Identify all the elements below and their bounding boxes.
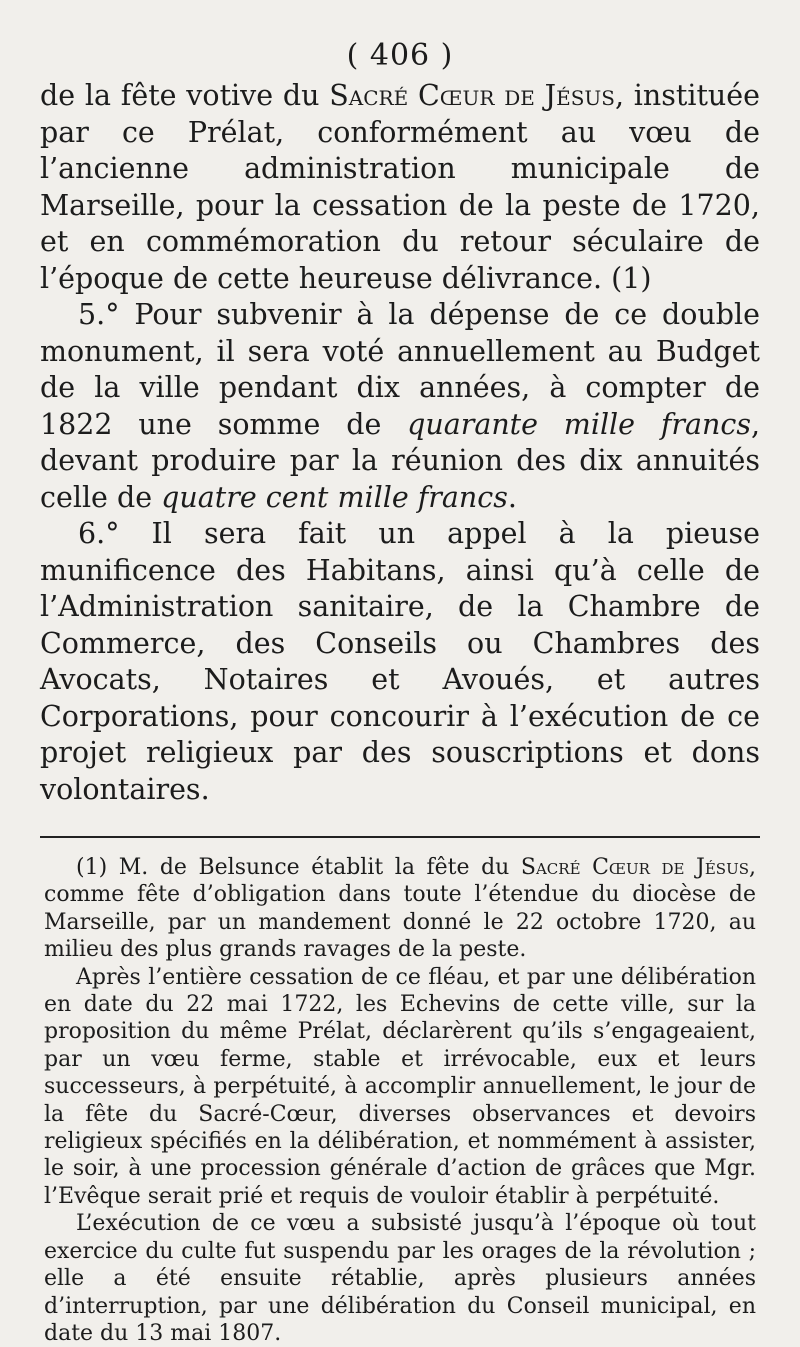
main-text <box>40 78 760 808</box>
article-6: 6.° Il sera fait un appel à la pieuse munificence des Habitans, ainsi qu’à celle de l’Administration sanitaire, de la Chambre de Commerce, des Conseils ou Chambres des Avocats, Notaires et Avoués, et autres Corporations, pour concourir à l’exécution de ce projet religieux par des souscriptions et dons volontaires. <box>40 517 760 806</box>
page-number: ( 406 ) <box>346 38 454 73</box>
amount-total: quatre cent mille francs <box>161 480 508 514</box>
footnote-paragraph-2: Après l’entière cessation de ce fléau, et par une délibération en date du 22 mai 1722, les Echevins de cette ville, sur la proposition du même Prélat, déclarèrent qu’ils s’engageaient, par un vœu ferme, stable et irrévocable, eux et leurs successeurs, à perpétuité, à accomplir annuellement, le jour de la fête du Sacré-Cœur, diverses observances et devoirs religieux spécifiés en la délibération, et nommément à assister, le soir, à une procession générale d’action de grâces que Mgr. l’Evêque serait prié et requis de vouloir établir à perpétuité. <box>44 964 756 1209</box>
footnote-sacre-coeur: Sacré Cœur de Jésus <box>520 855 749 880</box>
footnote-1: (1) M. de Belsunce établit la fête du Sacré Cœur de Jésus, comme fête d’obligation dans toute l’étendue du diocèse de Marseille, par un mandement donné le 22 octobre 1720, au milieu des plus grands ravages de la peste. <box>44 855 756 963</box>
footnotes <box>40 838 760 1347</box>
sacre-coeur-title: Sacré Cœur de Jésus <box>329 79 615 112</box>
amount-annual: quarante mille francs <box>407 407 751 441</box>
paragraph-fete-votive: de la fête votive du Sacré Cœur de Jésus, instituée par ce Prélat, conformément au vœu de l’ancienne administration municipale de Marseille, pour la cessation de la peste de 1720, et en commémoration du retour séculaire de l’époque de cette heureuse délivrance. (1) <box>40 79 761 295</box>
article-5: 5.° Pour subvenir à la dépense de ce double monument, il sera voté annuellement au Budget de la ville pendant dix années, à compter de 1822 une somme de quarante mille francs, devant produire par la réunion des dix annuités celle de quatre cent mille francs. <box>40 298 761 514</box>
footnote-paragraph-3: L’exécution de ce vœu a subsisté jusqu’à l’époque où tout exercice du culte fut suspendu par les orages de la révolution ; elle a été ensuite rétablie, après plusieurs années d’interruption, par une délibération du Conseil municipal, en date du 13 mai 1807. <box>44 1211 756 1346</box>
